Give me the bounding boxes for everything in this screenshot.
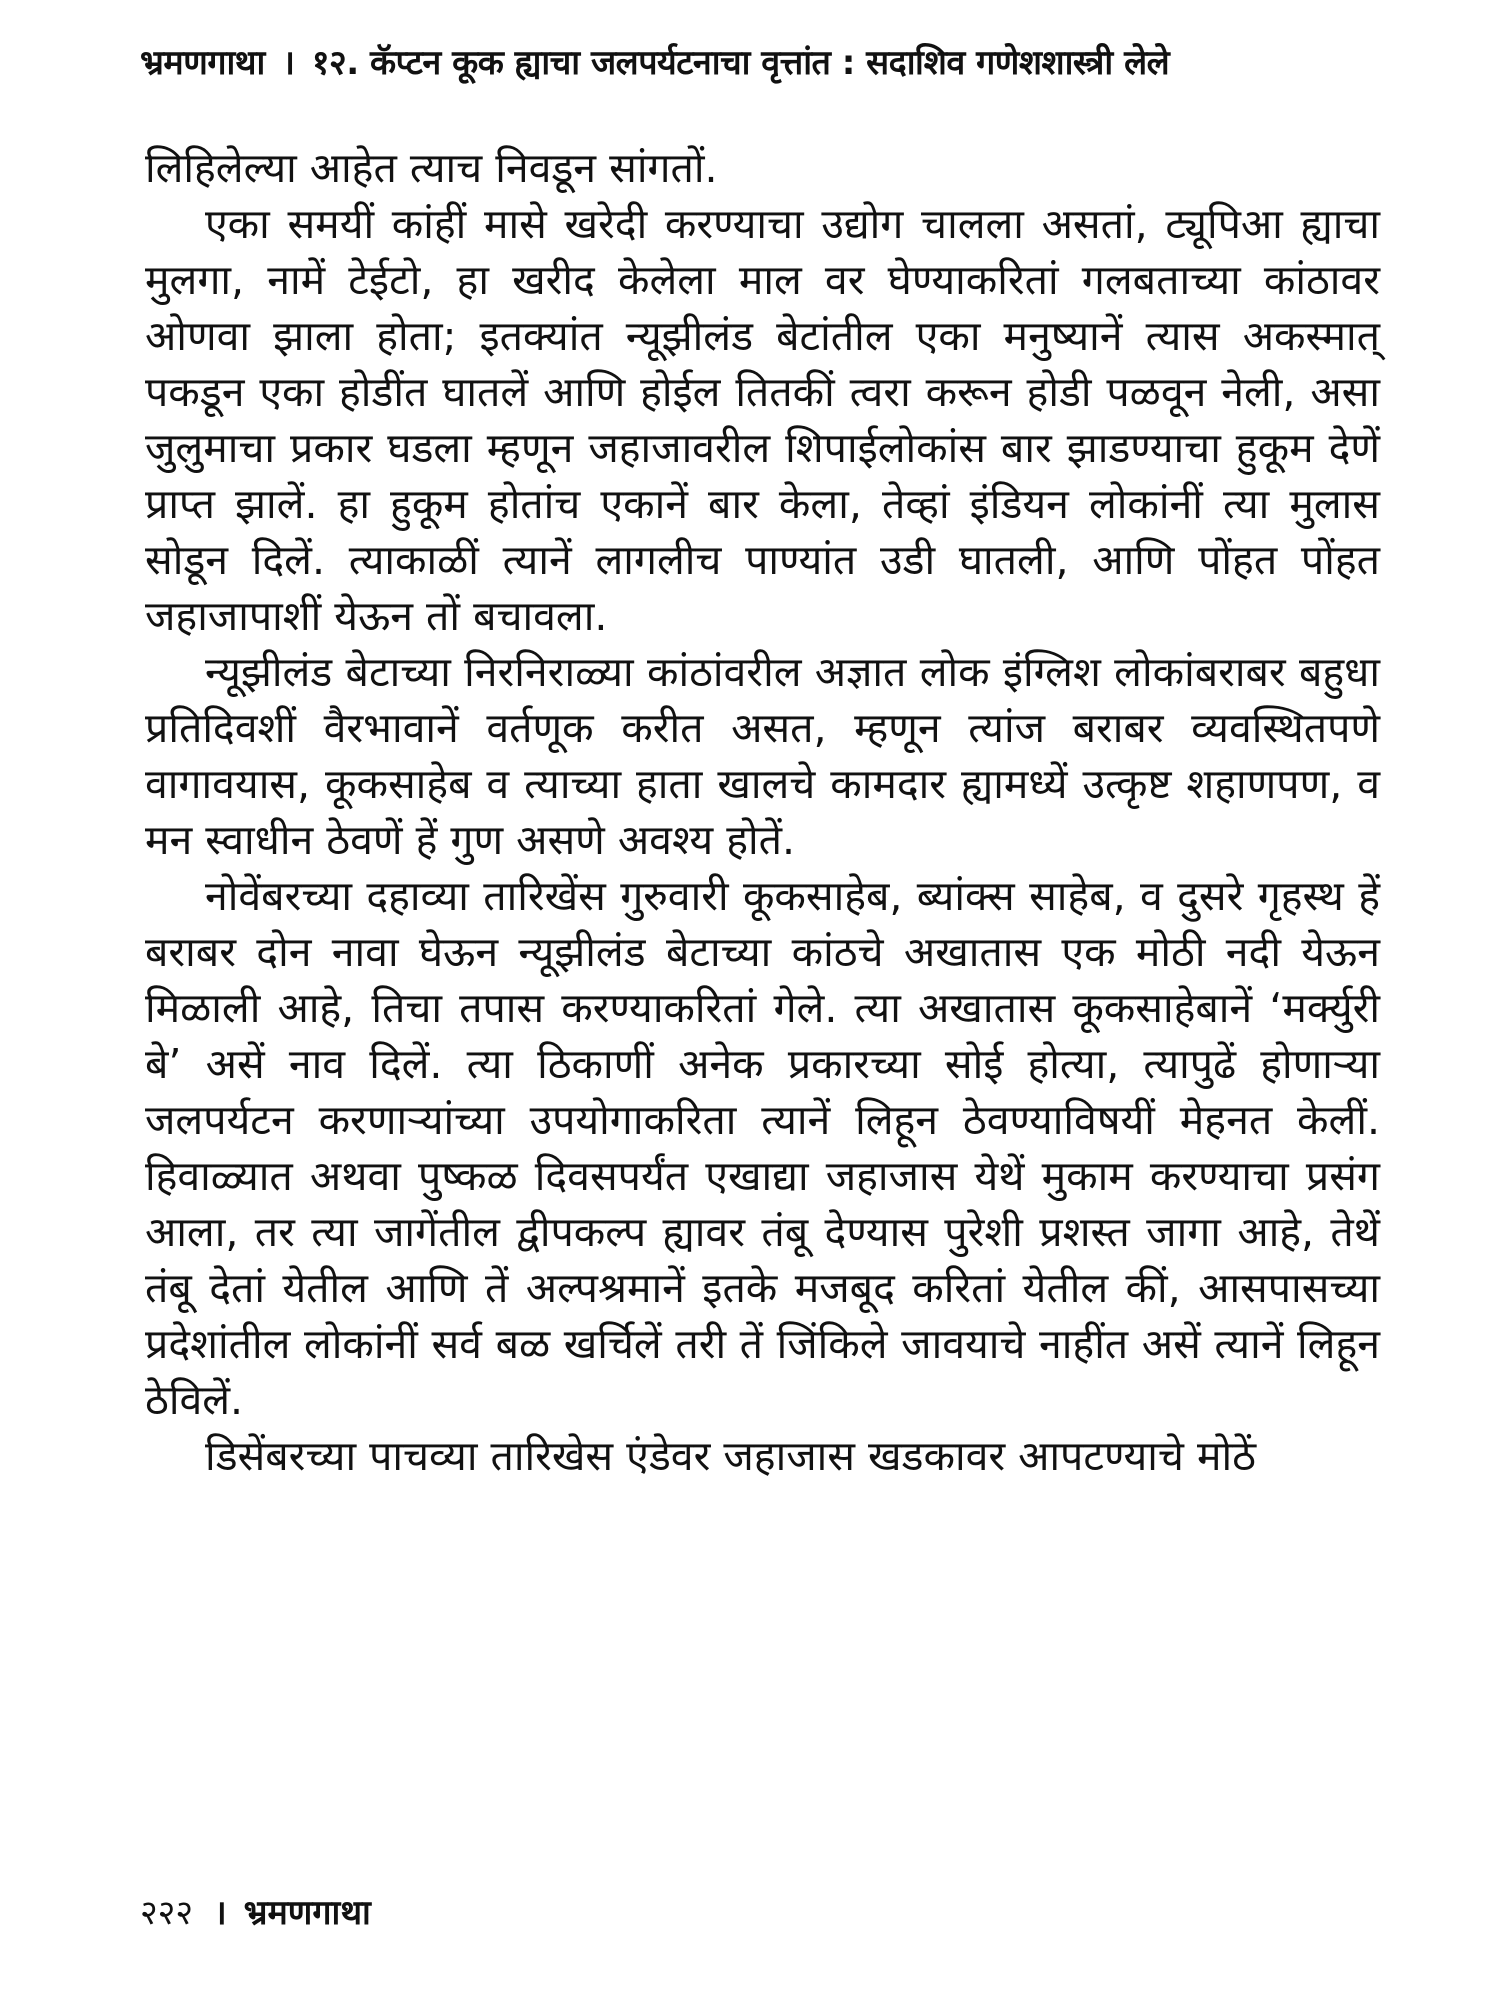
paragraph-1: लिहिलेल्या आहेत त्याच निवडून सांगतों. xyxy=(145,144,718,192)
header-book-title: भ्रमणगाथा xyxy=(140,43,265,83)
paragraph-4: नोवेंबरच्या दहाव्या तारिखेंस गुरुवारी कूकसाहेब, ब्यांक्स साहेब, व दुसरे गृहस्थ हें बराबर दोन नावा घेऊन न्यूझीलंड बेटाच्या कांठचे अखातास एक मोठी नदी येऊन मिळाली आहे, तिचा तपास करण्याकरितां गेले. त्या अखातास कूकसाहेबानें ‘मर्क्युरी बे’ असें नाव दिलें. त्या ठिकाणीं अनेक प्रकारच्या सोई होत्या, त्यापुढें होणाऱ्या जलपर्यटन करणाऱ्यांच्या उपयोगाकरिता त्यानें लिहून ठेवण्याविषयीं मेहनत केलीं. हिवाळ्यात अथवा पुष्कळ दिवसपर्यंत एखाद्या जहाजास येथें मुकाम करण्याचा प्रसंग आला, तर त्या जागेंतील द्वीपकल्प ह्यावर तंबू देण्यास पुरेशी प्रशस्त जागा आहे, तेथें तंबू देतां येतील आणि तें अल्पश्रमानें इतके मजबूद करितां येतील कीं, आसपासच्या प्रदेशांतील लोकांनीं सर्व बळ खर्चिलें तरी तें जिंकिले जावयाचे नाहींत असें त्यानें लिहून ठेविलें. xyxy=(145,872,1380,1424)
footer-book-title: भ्रमणगाथा xyxy=(243,1893,371,1933)
running-header xyxy=(140,38,1360,84)
paragraph-2: एका समयीं कांहीं मासे खरेदी करण्याचा उद्योग चालला असतां, ट्यूपिआ ह्याचा मुलगा, नामें टेईटो, हा खरीद केलेला माल वर घेण्याकरितां गलबताच्या कांठावर ओणवा झाला होता; इतक्यांत न्यूझीलंड बेटांतील एका मनुष्यानें त्यास अकस्मात् पकडून एका होडींत घातलें आणि होईल तितकीं त्वरा करून होडी पळवून नेली, असा जुलुमाचा प्रकार घडला म्हणून जहाजावरील शिपाईलोकांस बार झाडण्याचा हुकूम देणें प्राप्त झालें. हा हुकूम होतांच एकानें बार केला, तेव्हां इंडियन लोकांनीं त्या मुलास सोडून दिलें. त्याकाळीं त्यानें लागलीच पाण्यांत उडी घातली, आणि पोंहत पोंहत जहाजापाशीं येऊन तों बचावला. xyxy=(145,200,1380,640)
header-chapter-title: १२. कॅप्टन कूक ह्याचा जलपर्यटनाचा वृत्तांत : सदाशिव गणेशशास्त्री लेले xyxy=(311,43,1170,83)
header-separator: । xyxy=(282,43,295,83)
paragraph-5: डिसेंबरच्या पाचव्या तारिखेस एंडेवर जहाजास खडकावर आपटण्याचे मोठें xyxy=(205,1432,1256,1480)
footer-separator: । xyxy=(213,1893,227,1933)
page-body xyxy=(145,140,1380,1484)
page-number: २२२ xyxy=(140,1893,194,1933)
page-footer xyxy=(140,1888,371,1934)
paragraph-3: न्यूझीलंड बेटाच्या निरनिराळ्या कांठांवरील अज्ञात लोक इंग्लिश लोकांबराबर बहुधा प्रतिदिवशीं वैरभावानें वर्तणूक करीत असत, म्हणून त्यांज बराबर व्यवस्थितपणे वागावयास, कूकसाहेब व त्याच्या हाता खालचे कामदार ह्यामध्यें उत्कृष्ट शहाणपण, व मन स्वाधीन ठेवणें हें गुण असणे अवश्य होतें. xyxy=(145,648,1380,864)
